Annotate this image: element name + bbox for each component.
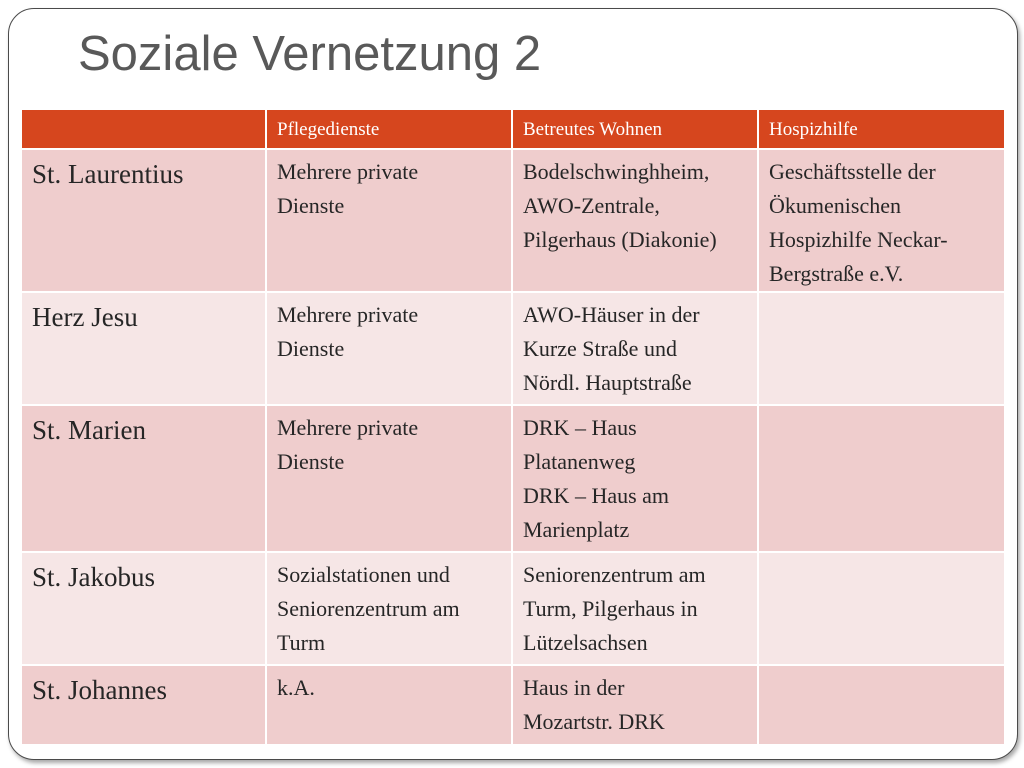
cell-line: Kurze Straße und bbox=[523, 336, 677, 361]
hospizhilfe-cell bbox=[758, 552, 1005, 665]
cell-line: Seniorenzentrum am bbox=[277, 596, 460, 621]
pflegedienste-cell bbox=[266, 292, 512, 405]
cell-line: Dienste bbox=[277, 336, 345, 361]
cell-line: Mehrere private bbox=[277, 415, 419, 440]
cell-line: Seniorenzentrum am bbox=[523, 562, 706, 587]
cell-line: Sozialstationen und bbox=[277, 562, 450, 587]
cell-line: Ökumenischen bbox=[769, 193, 901, 218]
cell-line: k.A. bbox=[277, 675, 315, 700]
pflegedienste-cell bbox=[266, 149, 512, 292]
table-row bbox=[21, 552, 1005, 665]
cell-line: Bodelschwinghheim, bbox=[523, 159, 710, 184]
hospizhilfe-cell bbox=[758, 405, 1005, 552]
parish-name: St. Jakobus bbox=[21, 552, 266, 665]
cell-line: Bergstraße e.V. bbox=[769, 261, 904, 286]
header-cell-betreutes-wohnen: Betreutes Wohnen bbox=[512, 109, 758, 149]
cell-line: Turm, Pilgerhaus in bbox=[523, 596, 698, 621]
betreutes-wohnen-cell bbox=[512, 405, 758, 552]
cell-line: DRK – Haus am bbox=[523, 483, 670, 508]
table-row bbox=[21, 405, 1005, 552]
table-row bbox=[21, 149, 1005, 292]
pflegedienste-cell bbox=[266, 405, 512, 552]
hospizhilfe-cell bbox=[758, 292, 1005, 405]
header-cell-pflegedienste: Pflegedienste bbox=[266, 109, 512, 149]
header-cell-hospizhilfe: Hospizhilfe bbox=[758, 109, 1005, 149]
cell-line: Geschäftsstelle der bbox=[769, 159, 936, 184]
cell-line: Hospizhilfe Neckar- bbox=[769, 227, 948, 252]
betreutes-wohnen-cell bbox=[512, 292, 758, 405]
pflegedienste-cell bbox=[266, 552, 512, 665]
cell-line: AWO-Häuser in der bbox=[523, 302, 700, 327]
cell-line: Nördl. Hauptstraße bbox=[523, 370, 692, 395]
header-cell-parish bbox=[21, 109, 266, 149]
pflegedienste-cell bbox=[266, 665, 512, 745]
table-header-row bbox=[21, 109, 1005, 149]
parish-name: St. Marien bbox=[21, 405, 266, 552]
cell-line: Pilgerhaus (Diakonie) bbox=[523, 227, 717, 252]
parish-name: St. Johannes bbox=[21, 665, 266, 745]
betreutes-wohnen-cell bbox=[512, 552, 758, 665]
betreutes-wohnen-cell bbox=[512, 665, 758, 745]
hospizhilfe-cell bbox=[758, 665, 1005, 745]
cell-line: Mehrere private bbox=[277, 302, 419, 327]
cell-line: Marienplatz bbox=[523, 517, 630, 542]
cell-line: Mozartstr. DRK bbox=[523, 709, 665, 734]
slide-title: Soziale Vernetzung 2 bbox=[78, 27, 542, 81]
cell-line: Dienste bbox=[277, 449, 345, 474]
hospizhilfe-cell bbox=[758, 149, 1005, 292]
parish-name: Herz Jesu bbox=[21, 292, 266, 405]
cell-line: Mehrere private bbox=[277, 159, 419, 184]
cell-line: Dienste bbox=[277, 193, 345, 218]
table-row bbox=[21, 292, 1005, 405]
betreutes-wohnen-cell bbox=[512, 149, 758, 292]
table-row bbox=[21, 665, 1005, 745]
cell-line: Platanenweg bbox=[523, 449, 636, 474]
cell-line: Haus in der bbox=[523, 675, 625, 700]
cell-line: Lützelsachsen bbox=[523, 630, 648, 655]
cell-line: AWO-Zentrale, bbox=[523, 193, 660, 218]
parish-name: St. Laurentius bbox=[21, 149, 266, 292]
cell-line: Turm bbox=[277, 630, 326, 655]
cell-line: DRK – Haus bbox=[523, 415, 637, 440]
services-table bbox=[20, 108, 1006, 746]
